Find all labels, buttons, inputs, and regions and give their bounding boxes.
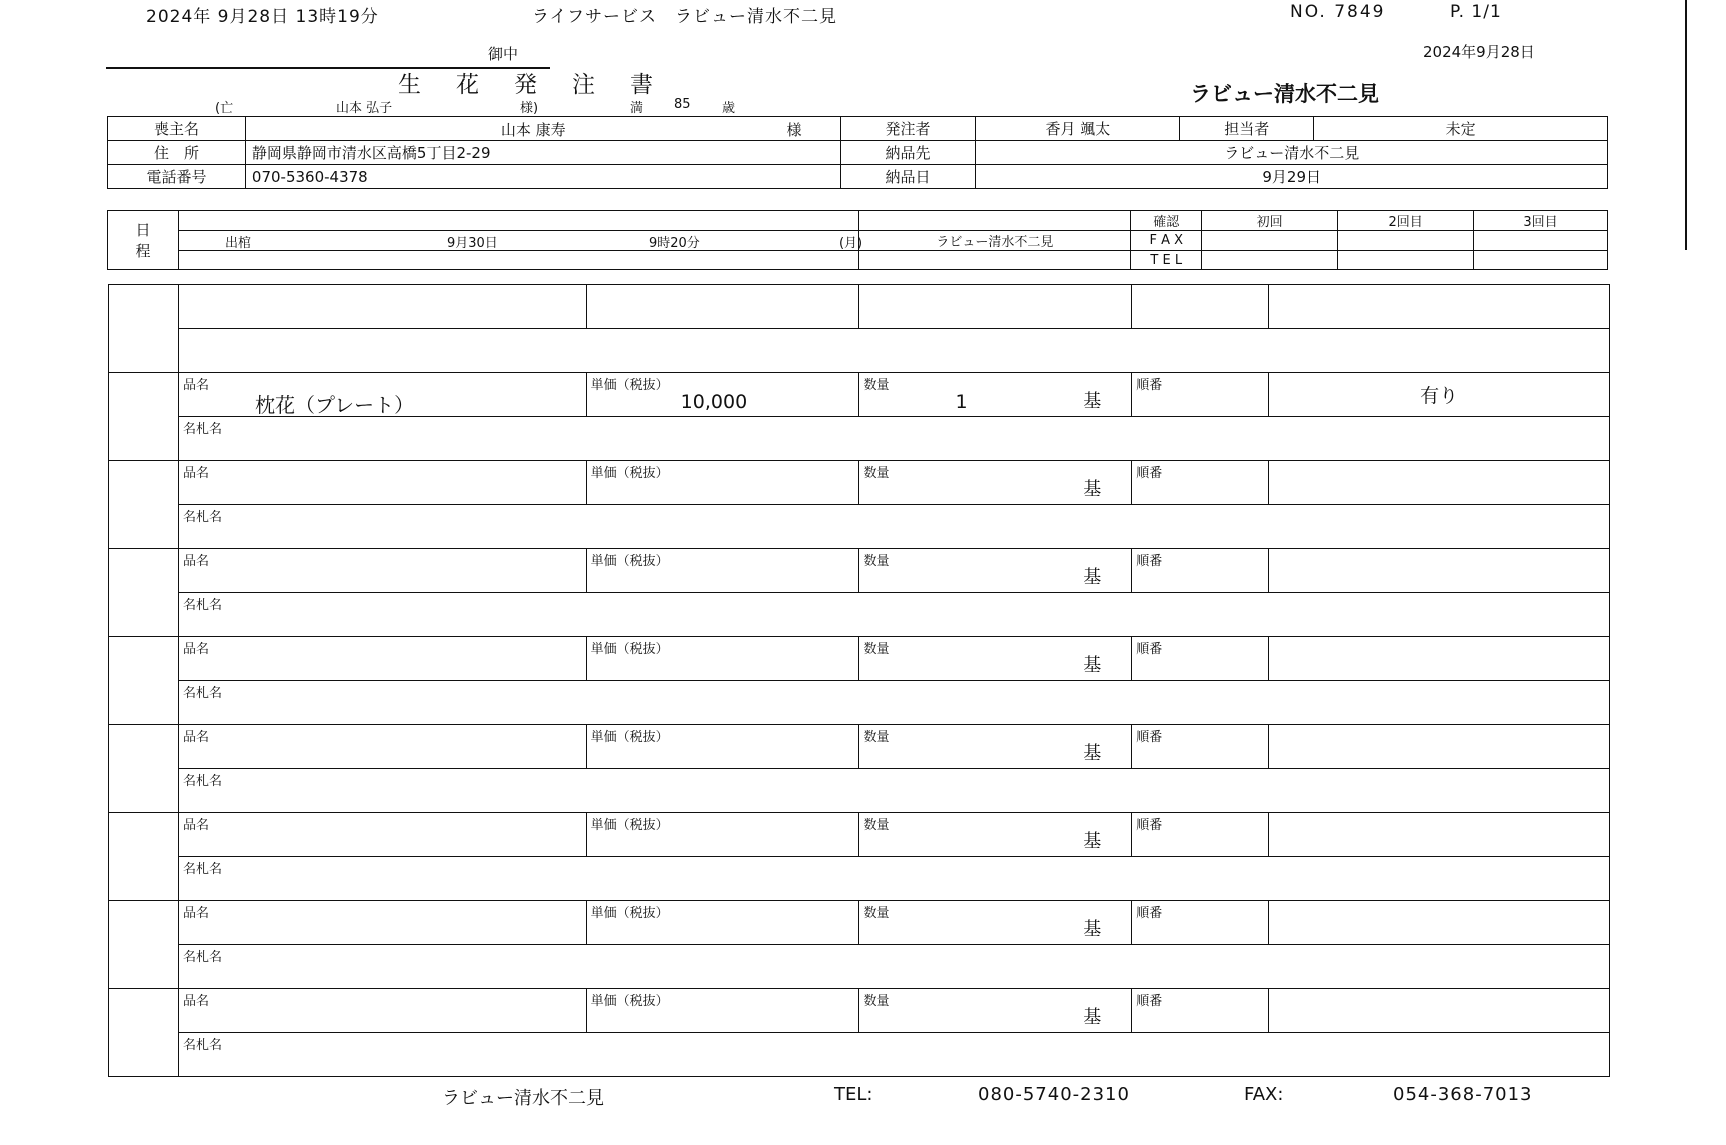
fax-sender: ライフサービス ラビュー清水不二見: [532, 7, 837, 27]
deceased-prefix: (亡: [215, 101, 234, 116]
place-blank-top: [859, 211, 1131, 231]
schedule-place: ラビュー清水不二見: [859, 231, 1131, 251]
item-quantity-cell: [859, 373, 1132, 417]
document-date: 2024年9月28日: [1423, 43, 1535, 61]
item-tag-label: 名札名: [182, 686, 222, 701]
schedule-label: [108, 211, 179, 270]
item-tag-cell: [178, 945, 1609, 989]
age-prefix: 満: [630, 101, 644, 116]
item-tag-label: 名札名: [182, 422, 222, 437]
address-label: 住 所: [108, 141, 246, 165]
item-name-label: 品名: [182, 730, 209, 745]
item-quantity-label: 数量: [863, 378, 890, 393]
item-price-label: 単価（税抜）: [590, 466, 669, 481]
info-table: [107, 116, 1608, 189]
item-row: [109, 813, 1610, 857]
item-tag-label: 名札名: [182, 774, 222, 789]
item-number-cell: [109, 637, 179, 725]
item-price-cell: [586, 989, 859, 1033]
fax-number: NO. 7849: [1290, 2, 1386, 22]
item-name-cell: [178, 901, 586, 945]
item-note-cell: [1269, 813, 1610, 857]
header-blank-quantity: [859, 285, 1132, 329]
item-number-cell: [109, 373, 179, 461]
age-value: 85: [674, 97, 691, 112]
item-name-label: 品名: [182, 906, 209, 921]
item-row: [109, 549, 1610, 593]
schedule-date: 9月30日: [446, 236, 498, 251]
item-order-cell: [1132, 901, 1269, 945]
item-rows-table: [108, 372, 1610, 1077]
fax-second: [1338, 231, 1474, 251]
item-price-label: 単価（税抜）: [590, 378, 669, 393]
item-quantity-label: 数量: [863, 730, 890, 745]
item-tag-row: [109, 681, 1610, 725]
item-name: 枕花（プレート）: [254, 393, 415, 417]
staff-value: 未定: [1314, 117, 1608, 141]
item-name-label: 品名: [182, 378, 209, 393]
orderer-value: 香月 颯太: [976, 117, 1180, 141]
item-price: 10,000: [680, 391, 748, 413]
item-price-cell: [586, 725, 859, 769]
item-name-cell: [178, 373, 586, 417]
schedule-table: [107, 210, 1608, 270]
item-price-label: 単価（税抜）: [590, 554, 669, 569]
item-price-label: 単価（税抜）: [590, 994, 669, 1009]
item-price-label: 単価（税抜）: [590, 818, 669, 833]
delivery-date-label: 納品日: [840, 165, 976, 189]
phone-value: 070-5360-4378: [245, 165, 840, 189]
item-tag-label: 名札名: [182, 862, 222, 877]
item-order-label: 順番: [1136, 554, 1163, 569]
tel-third: [1474, 251, 1608, 270]
item-order-cell: [1132, 549, 1269, 593]
item-name-label: 品名: [182, 994, 209, 1009]
item-number-cell: [109, 989, 179, 1077]
item-name-cell: [178, 725, 586, 769]
item-price-cell: [586, 461, 859, 505]
fax-datetime: 2024年 9月28日 13時19分: [146, 7, 379, 27]
item-order-label: 順番: [1136, 378, 1163, 393]
item-order-label: 順番: [1136, 466, 1163, 481]
item-order-label: 順番: [1136, 994, 1163, 1009]
item-tag-cell: [178, 681, 1609, 725]
item-row: [109, 725, 1610, 769]
item-name-cell: [178, 989, 586, 1033]
delivery-to-value: ラビュー清水不二見: [976, 141, 1608, 165]
item-tag-row: [109, 769, 1610, 813]
first-label: 初回: [1202, 211, 1338, 231]
item-name-label: 品名: [182, 554, 209, 569]
tel-label: T E L: [1131, 251, 1202, 270]
item-price-cell: [586, 549, 859, 593]
item-quantity-cell: [859, 725, 1132, 769]
mourner-label: 喪主名: [108, 117, 246, 141]
item-tag-cell: [178, 593, 1609, 637]
items-table: [108, 284, 1610, 373]
item-unit: 基: [1083, 831, 1102, 852]
fax-label: F A X: [1131, 231, 1202, 251]
mourner-honorific: 様: [786, 121, 802, 139]
item-quantity-cell: [859, 461, 1132, 505]
schedule-blank-bottom: [178, 251, 859, 270]
item-order-label: 順番: [1136, 818, 1163, 833]
item-note-cell: 有り: [1269, 373, 1610, 417]
company-name: ラビュー清水不二見: [1190, 82, 1379, 106]
item-tag-cell: [178, 1033, 1609, 1077]
item-tag-label: 名札名: [182, 598, 222, 613]
document-title: 生 花 発 注 書: [398, 72, 659, 98]
header-blank-order: [1132, 285, 1269, 329]
fax-third: [1474, 231, 1608, 251]
item-note-cell: [1269, 461, 1610, 505]
staff-label: 担当者: [1180, 117, 1314, 141]
item-note-cell: [1269, 637, 1610, 681]
item-name-label: 品名: [182, 466, 209, 481]
item-quantity-cell: [859, 989, 1132, 1033]
deceased-name: 山本 弘子: [336, 101, 393, 116]
item-tag-label: 名札名: [182, 510, 222, 525]
phone-label: 電話番号: [108, 165, 246, 189]
item-price-label: 単価（税抜）: [590, 642, 669, 657]
tel-second: [1338, 251, 1474, 270]
schedule-row: [178, 231, 863, 251]
header-blank-price: [586, 285, 859, 329]
item-quantity: 1: [955, 391, 968, 413]
item-quantity-cell: [859, 901, 1132, 945]
item-note-cell: [1269, 725, 1610, 769]
item-order-cell: [1132, 725, 1269, 769]
item-row: [109, 373, 1610, 417]
item-tag-cell: [178, 505, 1609, 549]
item-number-cell: [109, 461, 179, 549]
item-number-cell: [109, 813, 179, 901]
item-order-label: 順番: [1136, 642, 1163, 657]
item-quantity-label: 数量: [863, 906, 890, 921]
item-tag-cell: [178, 417, 1609, 461]
footer-tel-value: 080-5740-2310: [978, 1084, 1130, 1105]
footer-company: ラビュー清水不二見: [442, 1088, 604, 1109]
third-label: 3回目: [1474, 211, 1608, 231]
second-label: 2回目: [1338, 211, 1474, 231]
item-row: [109, 637, 1610, 681]
item-quantity-cell: [859, 637, 1132, 681]
item-unit: 基: [1083, 655, 1102, 676]
orderer-label: 発注者: [840, 117, 976, 141]
header-blank-note: [1269, 285, 1610, 329]
age-unit: 歳: [722, 101, 736, 116]
item-number-cell: [109, 549, 179, 637]
item-tag-cell: [178, 857, 1609, 901]
schedule-event: 出棺: [224, 236, 251, 251]
place-blank-bottom: [859, 251, 1131, 270]
item-unit: 基: [1083, 743, 1102, 764]
confirm-label: 確認: [1131, 211, 1202, 231]
deceased-suffix: 様): [520, 101, 539, 116]
item-tag-row: [109, 1033, 1610, 1077]
item-price-cell: [586, 813, 859, 857]
item-unit: 基: [1083, 391, 1102, 412]
item-name-label: 品名: [182, 642, 209, 657]
item-name-cell: [178, 461, 586, 505]
item-price-cell: [586, 637, 859, 681]
footer-tel-label: TEL:: [834, 1084, 873, 1105]
item-order-cell: [1132, 373, 1269, 417]
header-blank-wide: [178, 329, 1609, 373]
item-name-cell: [178, 549, 586, 593]
item-quantity-label: 数量: [863, 466, 890, 481]
fax-first: [1202, 231, 1338, 251]
schedule-weekday: (月): [838, 236, 863, 251]
schedule-label-top: 日: [135, 221, 151, 239]
item-tag-label: 名札名: [182, 1038, 222, 1053]
delivery-to-label: 納品先: [840, 141, 976, 165]
item-quantity-label: 数量: [863, 554, 890, 569]
item-order-cell: [1132, 989, 1269, 1033]
item-number-cell: [109, 901, 179, 989]
item-price-label: 単価（税抜）: [590, 730, 669, 745]
item-tag-row: [109, 505, 1610, 549]
item-name-cell: [178, 813, 586, 857]
item-order-cell: [1132, 461, 1269, 505]
item-unit: 基: [1083, 1007, 1102, 1028]
item-row: [109, 461, 1610, 505]
schedule-time: 9時20分: [648, 236, 700, 251]
item-tag-row: [109, 593, 1610, 637]
item-order-cell: [1132, 813, 1269, 857]
header-blank-name: [178, 285, 586, 329]
schedule-blank-top: [178, 211, 859, 231]
item-price-label: 単価（税抜）: [590, 906, 669, 921]
item-tag-row: [109, 857, 1610, 901]
item-order-cell: [1132, 637, 1269, 681]
schedule-label-bottom: 程: [135, 242, 151, 260]
item-quantity-cell: [859, 549, 1132, 593]
item-note-cell: [1269, 901, 1610, 945]
item-quantity-label: 数量: [863, 994, 890, 1009]
item-number-cell: [109, 725, 179, 813]
address-value: 静岡県静岡市清水区高橋5丁目2-29: [245, 141, 840, 165]
item-row: [109, 989, 1610, 1033]
fax-page: P. 1/1: [1450, 2, 1502, 22]
item-price-cell: [586, 373, 859, 417]
item-row: [109, 901, 1610, 945]
item-unit: 基: [1083, 919, 1102, 940]
mourner-value: 山本 康寿: [500, 121, 566, 139]
mourner-cell: [245, 117, 840, 141]
item-tag-row: [109, 945, 1610, 989]
footer-fax-label: FAX:: [1244, 1084, 1284, 1105]
item-unit: 基: [1083, 479, 1102, 500]
item-unit: 基: [1083, 567, 1102, 588]
item-price-cell: [586, 901, 859, 945]
item-tag-label: 名札名: [182, 950, 222, 965]
item-quantity-label: 数量: [863, 818, 890, 833]
header-blank-left: [109, 285, 179, 373]
footer-fax-value: 054-368-7013: [1393, 1084, 1533, 1105]
item-order-label: 順番: [1136, 906, 1163, 921]
item-note-cell: [1269, 989, 1610, 1033]
tel-first: [1202, 251, 1338, 270]
item-quantity-cell: [859, 813, 1132, 857]
recipient-suffix: 御中: [488, 45, 519, 63]
item-order-label: 順番: [1136, 730, 1163, 745]
item-name-cell: [178, 637, 586, 681]
delivery-date-value: 9月29日: [976, 165, 1608, 189]
item-tag-cell: [178, 769, 1609, 813]
item-name-label: 品名: [182, 818, 209, 833]
item-note-cell: [1269, 549, 1610, 593]
edge-line: [1685, 0, 1687, 250]
item-tag-row: [109, 417, 1610, 461]
item-quantity-label: 数量: [863, 642, 890, 657]
